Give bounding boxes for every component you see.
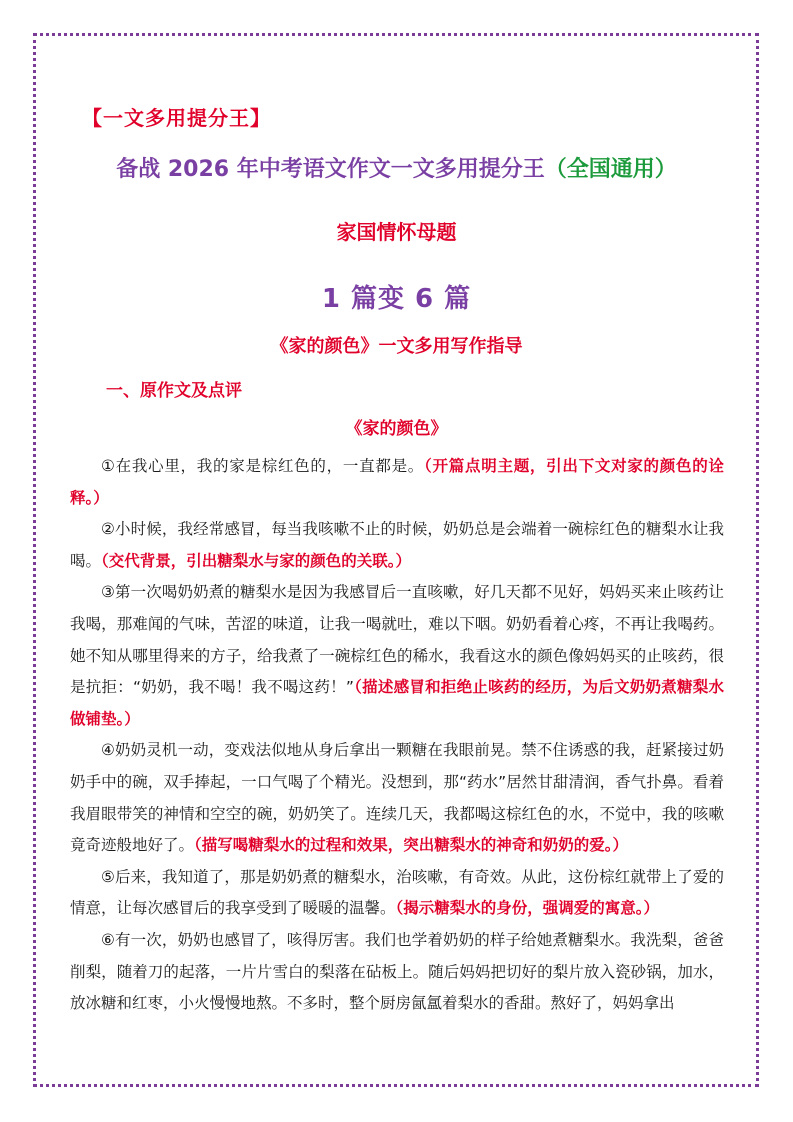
- paragraph: [70, 735, 724, 861]
- paragraph-comment: （开篇点明主题，引出下文对家的颜色的诠释。）: [70, 457, 724, 507]
- bracket-title: 【一文多用提分王】: [82, 106, 271, 130]
- paragraph: [70, 925, 724, 1020]
- paragraph-text: ⑤后来，我知道了，那是奶奶煮的糖梨水，治咳嗽，有奇效。从此，这份棕红就带上了爱的情意，让每次感冒后的我享受到了暖暖的温馨。: [70, 867, 724, 918]
- paragraph: [70, 577, 724, 735]
- paragraph-text: ⑥有一次，奶奶也感冒了，咳得厉害。我们也学着奶奶的样子给她煮糖梨水。我洗梨，爸爸削梨，随着刀的起落，一片片雪白的梨落在砧板上。随后妈妈把切好的梨片放入瓷砂锅，加水，放冰糖和红枣，小火慢慢地熬。不多时，整个厨房氤氲着梨水的香甜。熬好了，妈妈拿出: [70, 930, 724, 1013]
- essay-title: 《家的颜色》: [345, 419, 448, 439]
- guide-title: 《家的颜色》一文多用写作指导: [270, 336, 523, 357]
- main-title-suffix: （全国通用）: [544, 157, 677, 182]
- paragraph-text: ②小时候，我经常感冒，每当我咳嗽不止的时候，奶奶总是会端着一碗棕红色的糖梨水让我喝。: [70, 520, 724, 570]
- main-title: [0, 152, 793, 183]
- paragraph-comment: （揭示糖梨水的身份，强调爱的寓意。）: [395, 899, 660, 918]
- paragraph-text: ③第一次喝奶奶煮的糖梨水是因为我感冒后一直咳嗽，好几天都不见好，妈妈买来止咳药让我喝，那难闻的气味，苦涩的味道，让我一喝就吐，难以下咽。奶奶看着心疼，不再让我喝药。她不知从哪里得来的方子，给我煮了一碗棕红色的稀水，我看这水的颜色像妈妈买的止咳药，很是抗拒：“奶奶，我不喝！我不喝这药！”: [70, 583, 724, 697]
- paragraph-text: ①在我心里，我的家是棕红色的，一直都是。: [101, 457, 425, 475]
- paragraph-comment: （交代背景，引出糖梨水与家的颜色的关联。）: [101, 551, 412, 570]
- paragraph-comment: （描述感冒和拒绝止咳药的经历，为后文奶奶煮糖梨水做铺垫。）: [70, 678, 724, 728]
- essay-body: [70, 451, 724, 1020]
- paragraph: [70, 862, 724, 925]
- big-title: 1 篇变 6 篇: [321, 284, 472, 314]
- section-title: 一、原作文及点评: [106, 381, 242, 401]
- main-title-prefix: 备战 2026 年中考语文作文一文多用提分王: [116, 157, 545, 182]
- sub-title: 家国情怀母题: [336, 220, 457, 244]
- paragraph-text: ④奶奶灵机一动，变戏法似地从身后拿出一颗糖在我眼前晃。禁不住诱惑的我，赶紧接过奶奶手中的碗，双手捧起，一口气喝了个精光。没想到，那“药水”居然甘甜清润，香气扑鼻。看着我眉眼带笑的神情和空空的碗，奶奶笑了。连续几天，我都喝这棕红色的水，不觉中，我的咳嗽竟奇迹般地好了。: [70, 741, 724, 855]
- paragraph-comment: （描写喝糖梨水的过程和效果，突出糖梨水的神奇和奶奶的爱。）: [194, 836, 629, 855]
- paragraph: [70, 451, 724, 514]
- paragraph: [70, 514, 724, 577]
